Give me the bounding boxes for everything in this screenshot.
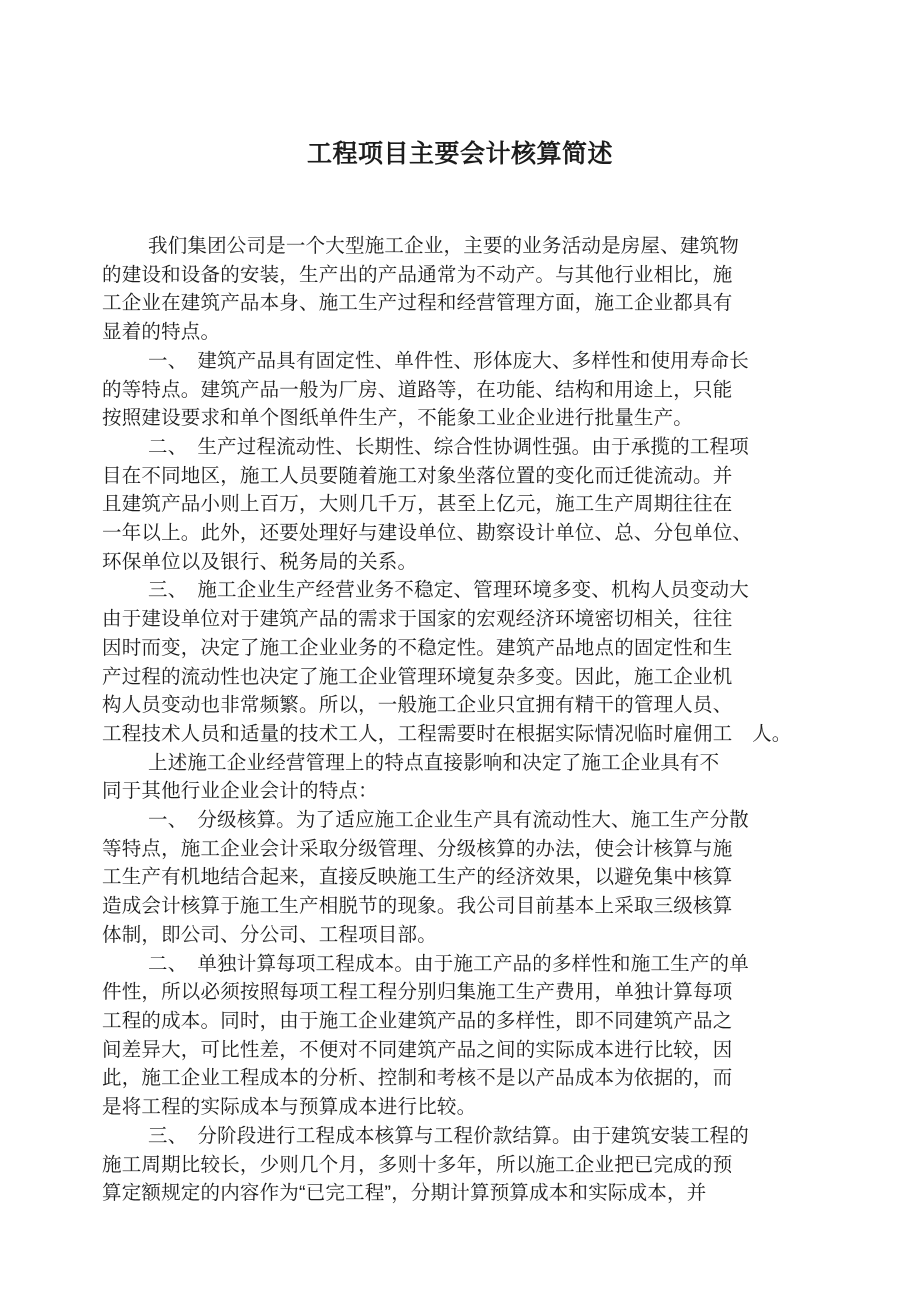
paragraph [102,433,862,577]
text-line: 按照建设要求和单个图纸单件生产，不能象工业企业进行批量生产。 [102,407,694,430]
text-line: 产过程的流动性也决定了施工企业管理环境复杂多变。因此，施工企业机 [102,665,733,688]
text-line: 构人员变动也非常频繁。所以，一般施工企业只宜拥有精干的管理人员、 [102,694,733,717]
text-line: 工程的成本。同时，由于施工企业建筑产品的多样性，即不同建筑产品之 [102,1009,733,1032]
document-title: 工程项目主要会计核算简述 [306,140,613,168]
text-line: 二、 单独计算每项工程成本。由于施工产品的多样性和施工生产的单 [148,952,749,975]
text-line: 二、 生产过程流动性、长期性、综合性协调性强。由于承揽的工程项 [148,435,749,458]
paragraph [102,749,862,806]
text-line: 的建设和设备的安装，生产出的产品通常为不动产。与其他行业相比，施 [102,263,733,286]
paragraph [102,1122,862,1208]
text-line: 工企业在建筑产品本身、施工生产过程和经营管理方面，施工企业都具有 [102,292,733,315]
text-line: 工生产有机地结合起来，直接反映施工生产的经济效果，以避免集中核算 [102,866,733,889]
text-line: 同于其他行业企业会计的特点： [102,780,378,803]
text-line: 上述施工企业经营管理上的特点直接影响和决定了施工企业具有不 [148,751,720,774]
paragraph [102,950,862,1122]
text-line: 算定额规定的内容作为“已完工程”，分期计算预算成本和实际成本，并 [102,1182,707,1205]
paragraph [102,347,862,433]
text-line: 我们集团公司是一个大型施工企业，主要的业务活动是房屋、建筑物 [148,235,740,257]
text-line: 显着的特点。 [102,321,221,344]
document-body [102,232,862,1208]
text-line: 间差异大，可比性差，不便对不同建筑产品之间的实际成本进行比较，因 [102,1038,733,1061]
text-line: 且建筑产品小则上百万，大则几千万，甚至上亿元，施工生产周期往往在 [102,493,733,516]
text-line: 体制，即公司、分公司、工程项目部。 [102,923,437,946]
paragraph [102,806,862,950]
text-line: 一、 建筑产品具有固定性、单件性、形体庞大、多样性和使用寿命长 [148,349,749,372]
text-line: 三、 分阶段进行工程成本核算与工程价款结算。由于建筑安装工程的 [148,1124,749,1147]
text-line: 施工周期比较长，少则几个月，多则十多年，所以施工企业把已完成的预 [102,1153,733,1176]
text-line: 件性，所以必须按照每项工程工程分别归集施工生产费用，单独计算每项 [102,981,733,1004]
text-line: 造成会计核算于施工生产相脱节的现象。我公司目前基本上采取三级核算 [102,895,733,918]
text-line: 是将工程的实际成本与预算成本进行比较。 [102,1096,477,1119]
text-line: 环保单位以及银行、税务局的关系。 [102,550,418,573]
text-line: 一、 分级核算。为了适应施工企业生产具有流动性大、施工生产分散 [148,809,749,832]
text-line: 由于建设单位对于建筑产品的需求于国家的宏观经济环境密切相关，往往 [102,608,733,631]
text-line: 因时而变，决定了施工企业业务的不稳定性。建筑产品地点的固定性和生 [102,636,733,659]
paragraph [102,232,862,347]
text-line: 一年以上。此外，还要处理好与建设单位、勘察设计单位、总、分包单位、 [102,522,753,545]
text-line: 此，施工企业工程成本的分析、控制和考核不是以产品成本为依据的，而 [102,1067,733,1090]
text-line: 工程技术人员和适量的技术工人，工程需要时在根据实际情况临时雇佣工 人。 [102,722,792,745]
text-line: 的等特点。建筑产品一般为厂房、道路等，在功能、结构和用途上，只能 [102,378,733,401]
text-line: 等特点，施工企业会计采取分级管理、分级核算的办法，使会计核算与施 [102,837,733,860]
text-line: 目在不同地区，施工人员要随着施工对象坐落位置的变化而迁徙流动。并 [102,464,733,487]
text-line: 三、 施工企业生产经营业务不稳定、管理环境多变、机构人员变动大 [148,579,749,602]
paragraph [102,576,862,748]
